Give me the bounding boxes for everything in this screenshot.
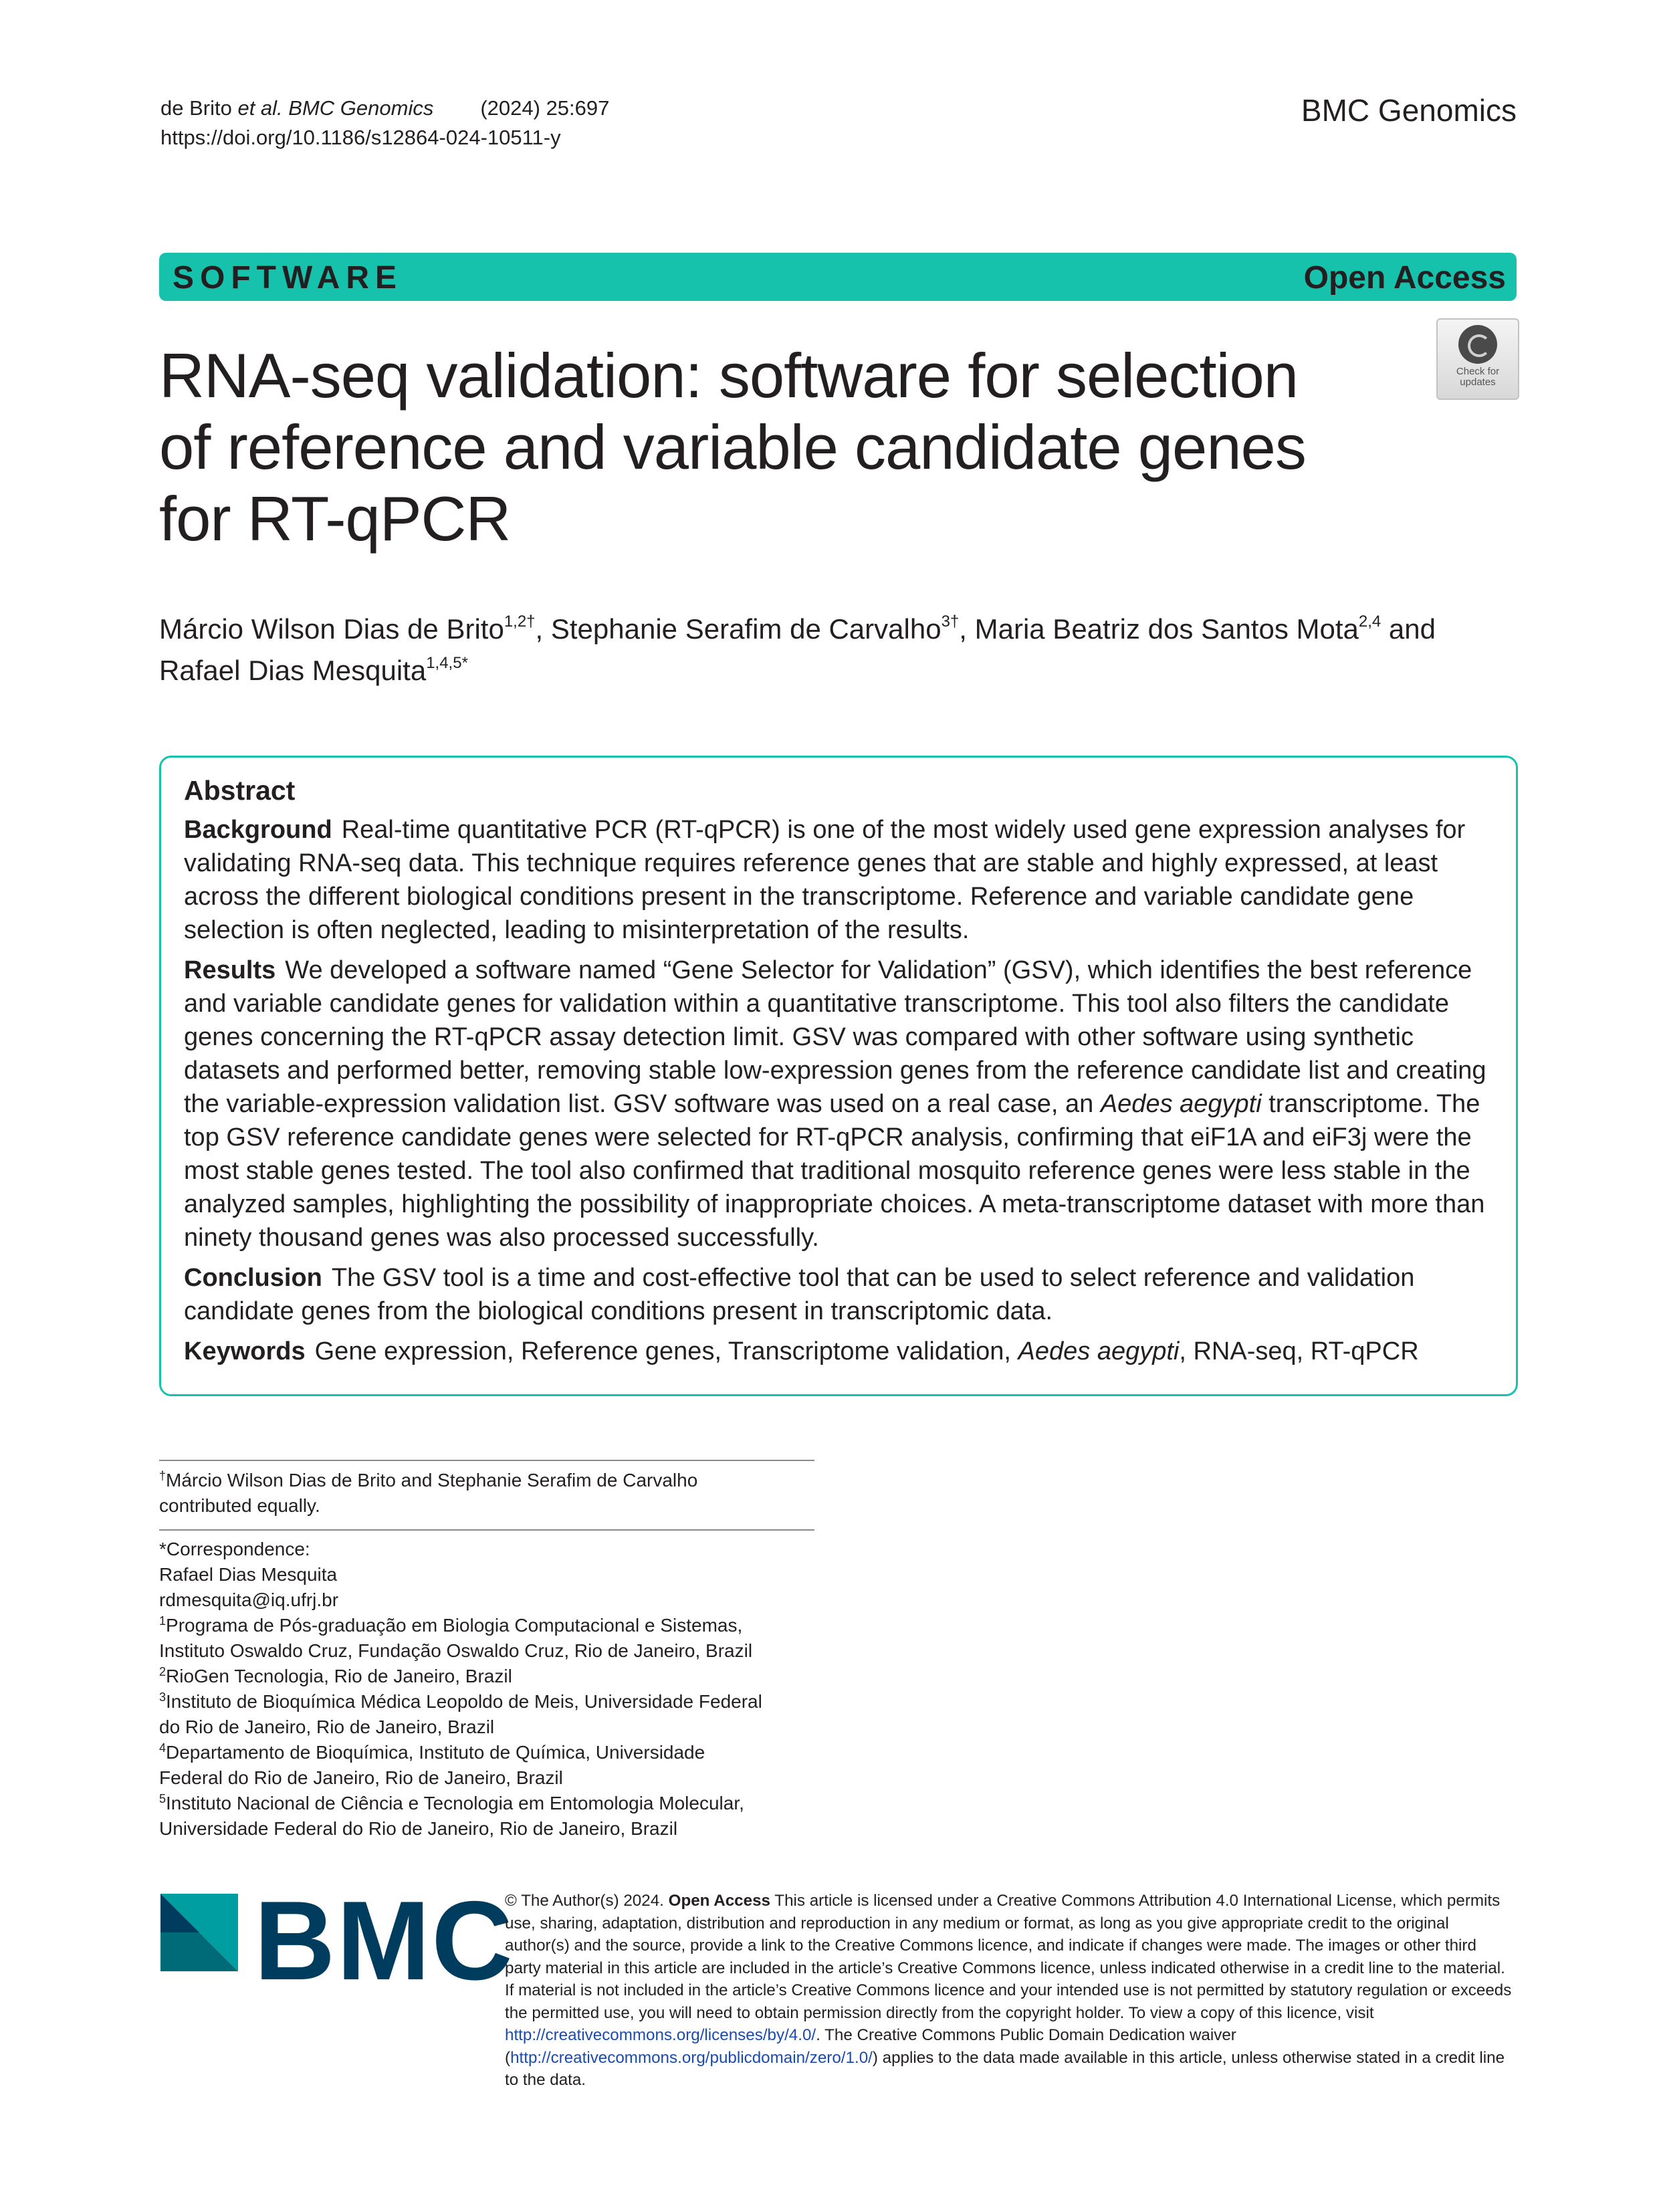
affiliation-item — [159, 1664, 828, 1689]
abstract-conclusion — [184, 1261, 1493, 1328]
affiliation-number: 3 — [159, 1690, 167, 1704]
results-label: Results — [184, 956, 276, 984]
author-list — [159, 609, 1517, 691]
abstract-results — [184, 954, 1493, 1254]
affiliation-text: Programa de Pós-graduação em Biologia Computacional e Sistemas, — [166, 1615, 743, 1636]
background-text: Real-time quantitative PCR (RT-qPCR) is one of the most widely used gene expression analyses for validating RNA-seq data. This technique requires reference genes that are stable and highly expressed, at least across the different biological conditions present in the transcriptome. Reference and variable candidate gene selection is often neglected, leading to misinterpretation of the results. — [184, 816, 1466, 944]
results-text-continued: transcriptome. The top GSV reference candidate genes were selected for RT-qPCR analysis, confirming that eiF1A and eiF3j were the most stable genes tested. The tool also confirmed that traditional mosquito reference genes were less stable in the analyzed samples, highlighting the possibility of inappropriate choices. A meta-transcriptome dataset with more than ninety thousand genes was also processed successfully. — [184, 1090, 1485, 1252]
abstract-box — [159, 756, 1518, 1396]
footnote-divider — [159, 1529, 814, 1531]
author-name[interactable]: Márcio Wilson Dias de Brito — [159, 613, 504, 645]
author-separator: , — [535, 613, 551, 645]
author-affiliation-marks: 1,4,5* — [426, 654, 468, 672]
citation-et-al: et al. — [237, 96, 283, 120]
license-text: This article is licensed under a Creative Commons Attribution 4.0 International License, which permits use, sharing, adaptation, distribution and reproduction in any medium or format, as long as you give appropriate credit to the original author(s) and the source, provide a link to the Creative Commons licence, and indicate if changes were made. The images or other third party material in this article are included in the article’s Creative Commons licence, unless indicated otherwise in a credit line to the material. If material is not included in the article’s Creative Commons licence and your intended use is not permitted by statutory regulation or exceeds the permitted use, you will need to obtain permission directly from the copyright holder. To view a copy of this licence, visit — [505, 1892, 1512, 2022]
check-for-updates-icon — [1458, 325, 1497, 364]
author-separator: , — [959, 613, 975, 645]
citation-year-volume: (2024) 25:697 — [480, 96, 610, 120]
affiliation-number: 1 — [159, 1614, 167, 1628]
affiliation-text: Federal do Rio de Janeiro, Rio de Janeiro, Brazil — [159, 1767, 563, 1788]
affiliation-text: do Rio de Janeiro, Rio de Janeiro, Brazil — [159, 1717, 495, 1737]
bmc-logo — [160, 1878, 514, 2003]
article-type-label: SOFTWARE — [173, 260, 403, 296]
results-text: We developed a software named “Gene Selector for Validation” (GSV), which identifies the best reference and variable candidate genes for validation within a quantitative transcriptome. This tool also filters the candidate genes concerning the RT-qPCR assay detection limit. GSV was compared with other software using synthetic datasets and performed better, removing stable low-expression genes from the reference candidate list and creating the variable-expression validation list. GSV software was used on a real case, an — [184, 956, 1486, 1118]
conclusion-label: Conclusion — [184, 1264, 322, 1292]
license-statement — [505, 1890, 1517, 2092]
affiliation-item — [159, 1740, 828, 1765]
dagger-mark: † — [159, 1469, 167, 1482]
title-line: RNA-seq validation: software for selection — [159, 340, 1299, 411]
affiliation-item — [159, 1689, 828, 1715]
affiliation-text: RioGen Tecnologia, Rio de Janeiro, Brazil — [166, 1666, 512, 1686]
abstract-keywords — [184, 1335, 1493, 1368]
citation-authors: de Brito — [160, 96, 238, 120]
affiliation-text: Instituto Oswaldo Cruz, Fundação Oswaldo Cruz, Rio de Janeiro, Brazil — [159, 1640, 753, 1661]
author-affiliation-marks: 3† — [941, 613, 960, 631]
equal-contribution-text: Márcio Wilson Dias de Brito and Stephanie Serafim de Carvalho — [166, 1470, 698, 1490]
check-for-updates-text: Check for updates — [1456, 366, 1500, 388]
keyword-species: Aedes aegypti — [1018, 1337, 1180, 1365]
citation-header — [160, 94, 609, 152]
abstract-heading: Abstract — [184, 775, 296, 806]
author-name[interactable]: Rafael Dias Mesquita — [159, 655, 427, 686]
journal-name: BMC Genomics — [1301, 93, 1517, 128]
public-domain-link[interactable]: http://creativecommons.org/publicdomain/zero/1.0/ — [510, 2048, 873, 2067]
license-link[interactable]: http://creativecommons.org/licenses/by/4.0/ — [505, 2026, 816, 2044]
correspondence-block — [159, 1537, 828, 1842]
affiliation-text: Universidade Federal do Rio de Janeiro, Rio de Janeiro, Brazil — [159, 1818, 678, 1839]
license-text: ) applies to the data made available in this article, unless otherwise stated in a credit line to the data. — [505, 2048, 1505, 2089]
correspondence-email[interactable]: rdmesquita@iq.ufrj.br — [159, 1589, 339, 1610]
copyright-text: © The Author(s) 2024. — [505, 1892, 664, 1910]
author-affiliation-marks: 2,4 — [1358, 613, 1381, 631]
affiliation-number: 2 — [159, 1665, 167, 1678]
keywords-text: Gene expression, Reference genes, Transcriptome validation, — [314, 1337, 1018, 1365]
check-for-updates-badge[interactable] — [1436, 318, 1519, 400]
equal-contribution-note — [159, 1468, 814, 1519]
author-name[interactable]: Stephanie Serafim de Carvalho — [550, 613, 942, 645]
abstract-background — [184, 813, 1493, 947]
affiliation-number: 4 — [159, 1741, 167, 1755]
correspondence-label: *Correspondence: — [159, 1539, 310, 1559]
affiliation-text: Instituto Nacional de Ciência e Tecnologia em Entomologia Molecular, — [166, 1793, 744, 1813]
open-access-label: Open Access — [1303, 260, 1506, 296]
keywords-label: Keywords — [184, 1337, 306, 1365]
citation-journal: BMC Genomics — [288, 96, 434, 120]
citation-line — [160, 94, 609, 123]
equal-contribution-text: contributed equally. — [159, 1495, 320, 1516]
license-text: . The Creative Commons Public Domain Dedication waiver ( — [505, 2026, 1236, 2067]
title-line: for RT-qPCR — [159, 483, 511, 554]
title-line: of reference and variable candidate genes — [159, 412, 1306, 482]
species-name: Aedes aegypti — [1100, 1090, 1262, 1118]
affiliation-item — [159, 1613, 828, 1638]
author-separator: and — [1381, 613, 1436, 645]
doi-link[interactable]: https://doi.org/10.1186/s12864-024-10511-y — [160, 126, 561, 149]
affiliation-text: Departamento de Bioquímica, Instituto de Química, Universidade — [166, 1742, 705, 1763]
affiliation-item — [159, 1791, 828, 1816]
author-affiliation-marks: 1,2† — [504, 613, 536, 631]
correspondence-name: Rafael Dias Mesquita — [159, 1564, 338, 1585]
footnote-divider — [159, 1460, 814, 1461]
affiliation-text: Instituto de Bioquímica Médica Leopoldo de Meis, Universidade Federal — [166, 1691, 762, 1712]
author-name[interactable]: Maria Beatriz dos Santos Mota — [974, 613, 1359, 645]
license-oa-label: Open Access — [668, 1892, 770, 1910]
bmc-logo-text: BMC — [254, 1878, 514, 2003]
bmc-logo-mark-icon — [160, 1894, 238, 1971]
conclusion-text: The GSV tool is a time and cost-effective tool that can be used to select reference and validation candidate genes from the biological conditions present in transcriptomic data. — [184, 1264, 1415, 1325]
affiliation-number: 5 — [159, 1792, 167, 1805]
article-title — [159, 340, 1430, 554]
article-type-banner — [159, 253, 1517, 301]
keywords-text-end: , RNA-seq, RT-qPCR — [1179, 1337, 1419, 1365]
background-label: Background — [184, 816, 332, 844]
